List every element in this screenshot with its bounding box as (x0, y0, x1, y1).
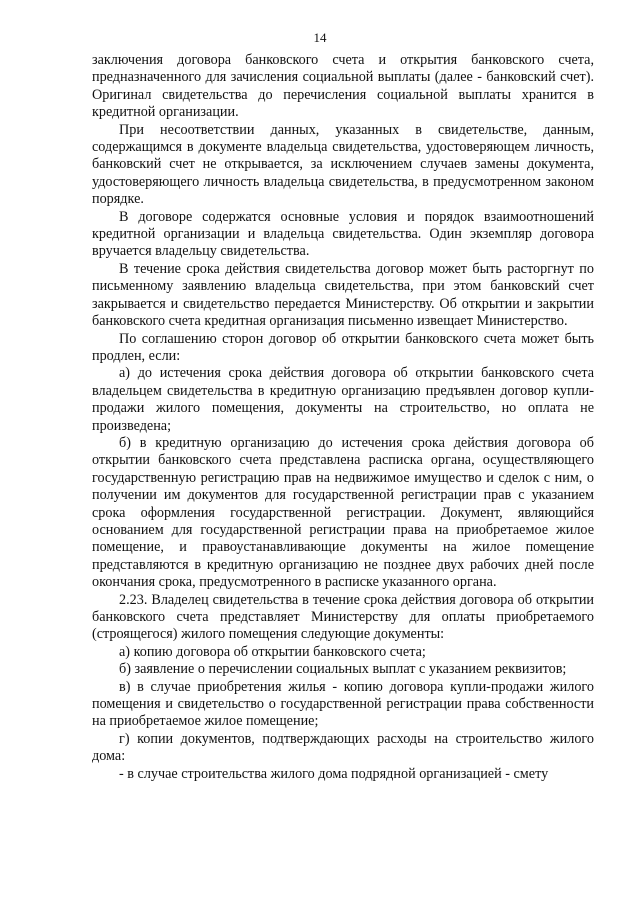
paragraph-continuation: заключения договора банковского счета и открытия банковского счета, предназначенного для зачисления социальной выплаты (далее - банковский счет). Оригинал свидетельства до перечисления социальной выплаты хранится в кредитной организации. (92, 52, 594, 121)
list-item-b-payment-application: б) заявление о перечислении социальных выплат с указанием реквизитов; (119, 661, 567, 678)
list-item-v-purchase-documents: в) в случае приобретения жилья - копию договора купли-продажи жилого помещения и свидетельство о государственной регистрации права собственности на приобретаемое жилое помещение; (92, 678, 594, 730)
paragraph-contract-extension: По соглашению сторон договор об открытии банковского счета может быть продлен, если: (92, 330, 594, 364)
list-item-g-construction-documents: г) копии документов, подтверждающих расходы на строительство жилого дома: (92, 730, 594, 765)
document-body (92, 52, 594, 783)
paragraph-section-2-23: 2.23. Владелец свидетельства в течение срока действия договора об открытии банковского счета представляет Министерству для оплаты приобретаемого (строящегося) жилого помещения следующие документы: (92, 591, 594, 643)
list-item-a-account-contract-copy: а) копию договора об открытии банковского счета; (119, 643, 426, 660)
page-number: 14 (313, 30, 327, 45)
paragraph-contract-termination: В течение срока действия свидетельства договор может быть расторгнут по письменному заявлению владельца свидетельства, при этом банковский счет закрывается и свидетельство передается Министерству. Об открытии и закрытии банковского счета кредитная организация письменно извещает Министерство. (92, 260, 594, 330)
list-item-b-registration-receipt: б) в кредитную организацию до истечения срока действия договора об открытии банковского счета представлена расписка органа, осуществляющего государственную регистрацию прав на недвижимое имущество и сделок с ним, о получении им документов для государственной регистрации прав с указанием срока оформления государственной регистрации. Документ, являющийся основанием для государственной регистрации права на приобретаемое жилое помещение, и правоустанавливающие документы на жилое помещение представляются в кредитную организацию не позднее двух рабочих дней после окончания срока, предусмотренного в расписке указанного органа. (92, 434, 594, 591)
paragraph-data-mismatch: При несоответствии данных, указанных в свидетельстве, данным, содержащимся в документе владельца свидетельства, удостоверяющем личность, банковский счет не открывается, за исключением случаев замены документа, удостоверяющего личность владельца свидетельства, в предусмотренном законом порядке. (92, 121, 594, 208)
list-item-contractor-estimate: - в случае строительства жилого дома подрядной организацией - смету (119, 765, 549, 782)
paragraph-contract-terms: В договоре содержатся основные условия и порядок взаимоотношений кредитной организации и владельца свидетельства. Один экземпляр договора вручается владельцу свидетельства. (92, 208, 594, 260)
list-item-a-purchase-contract: а) до истечения срока действия договора об открытии банковского счета владельцем свидетельства в кредитную организацию предъявлен договор купли-продажи жилого помещения, документы на строительство, но оплата не произведена; (92, 365, 594, 434)
